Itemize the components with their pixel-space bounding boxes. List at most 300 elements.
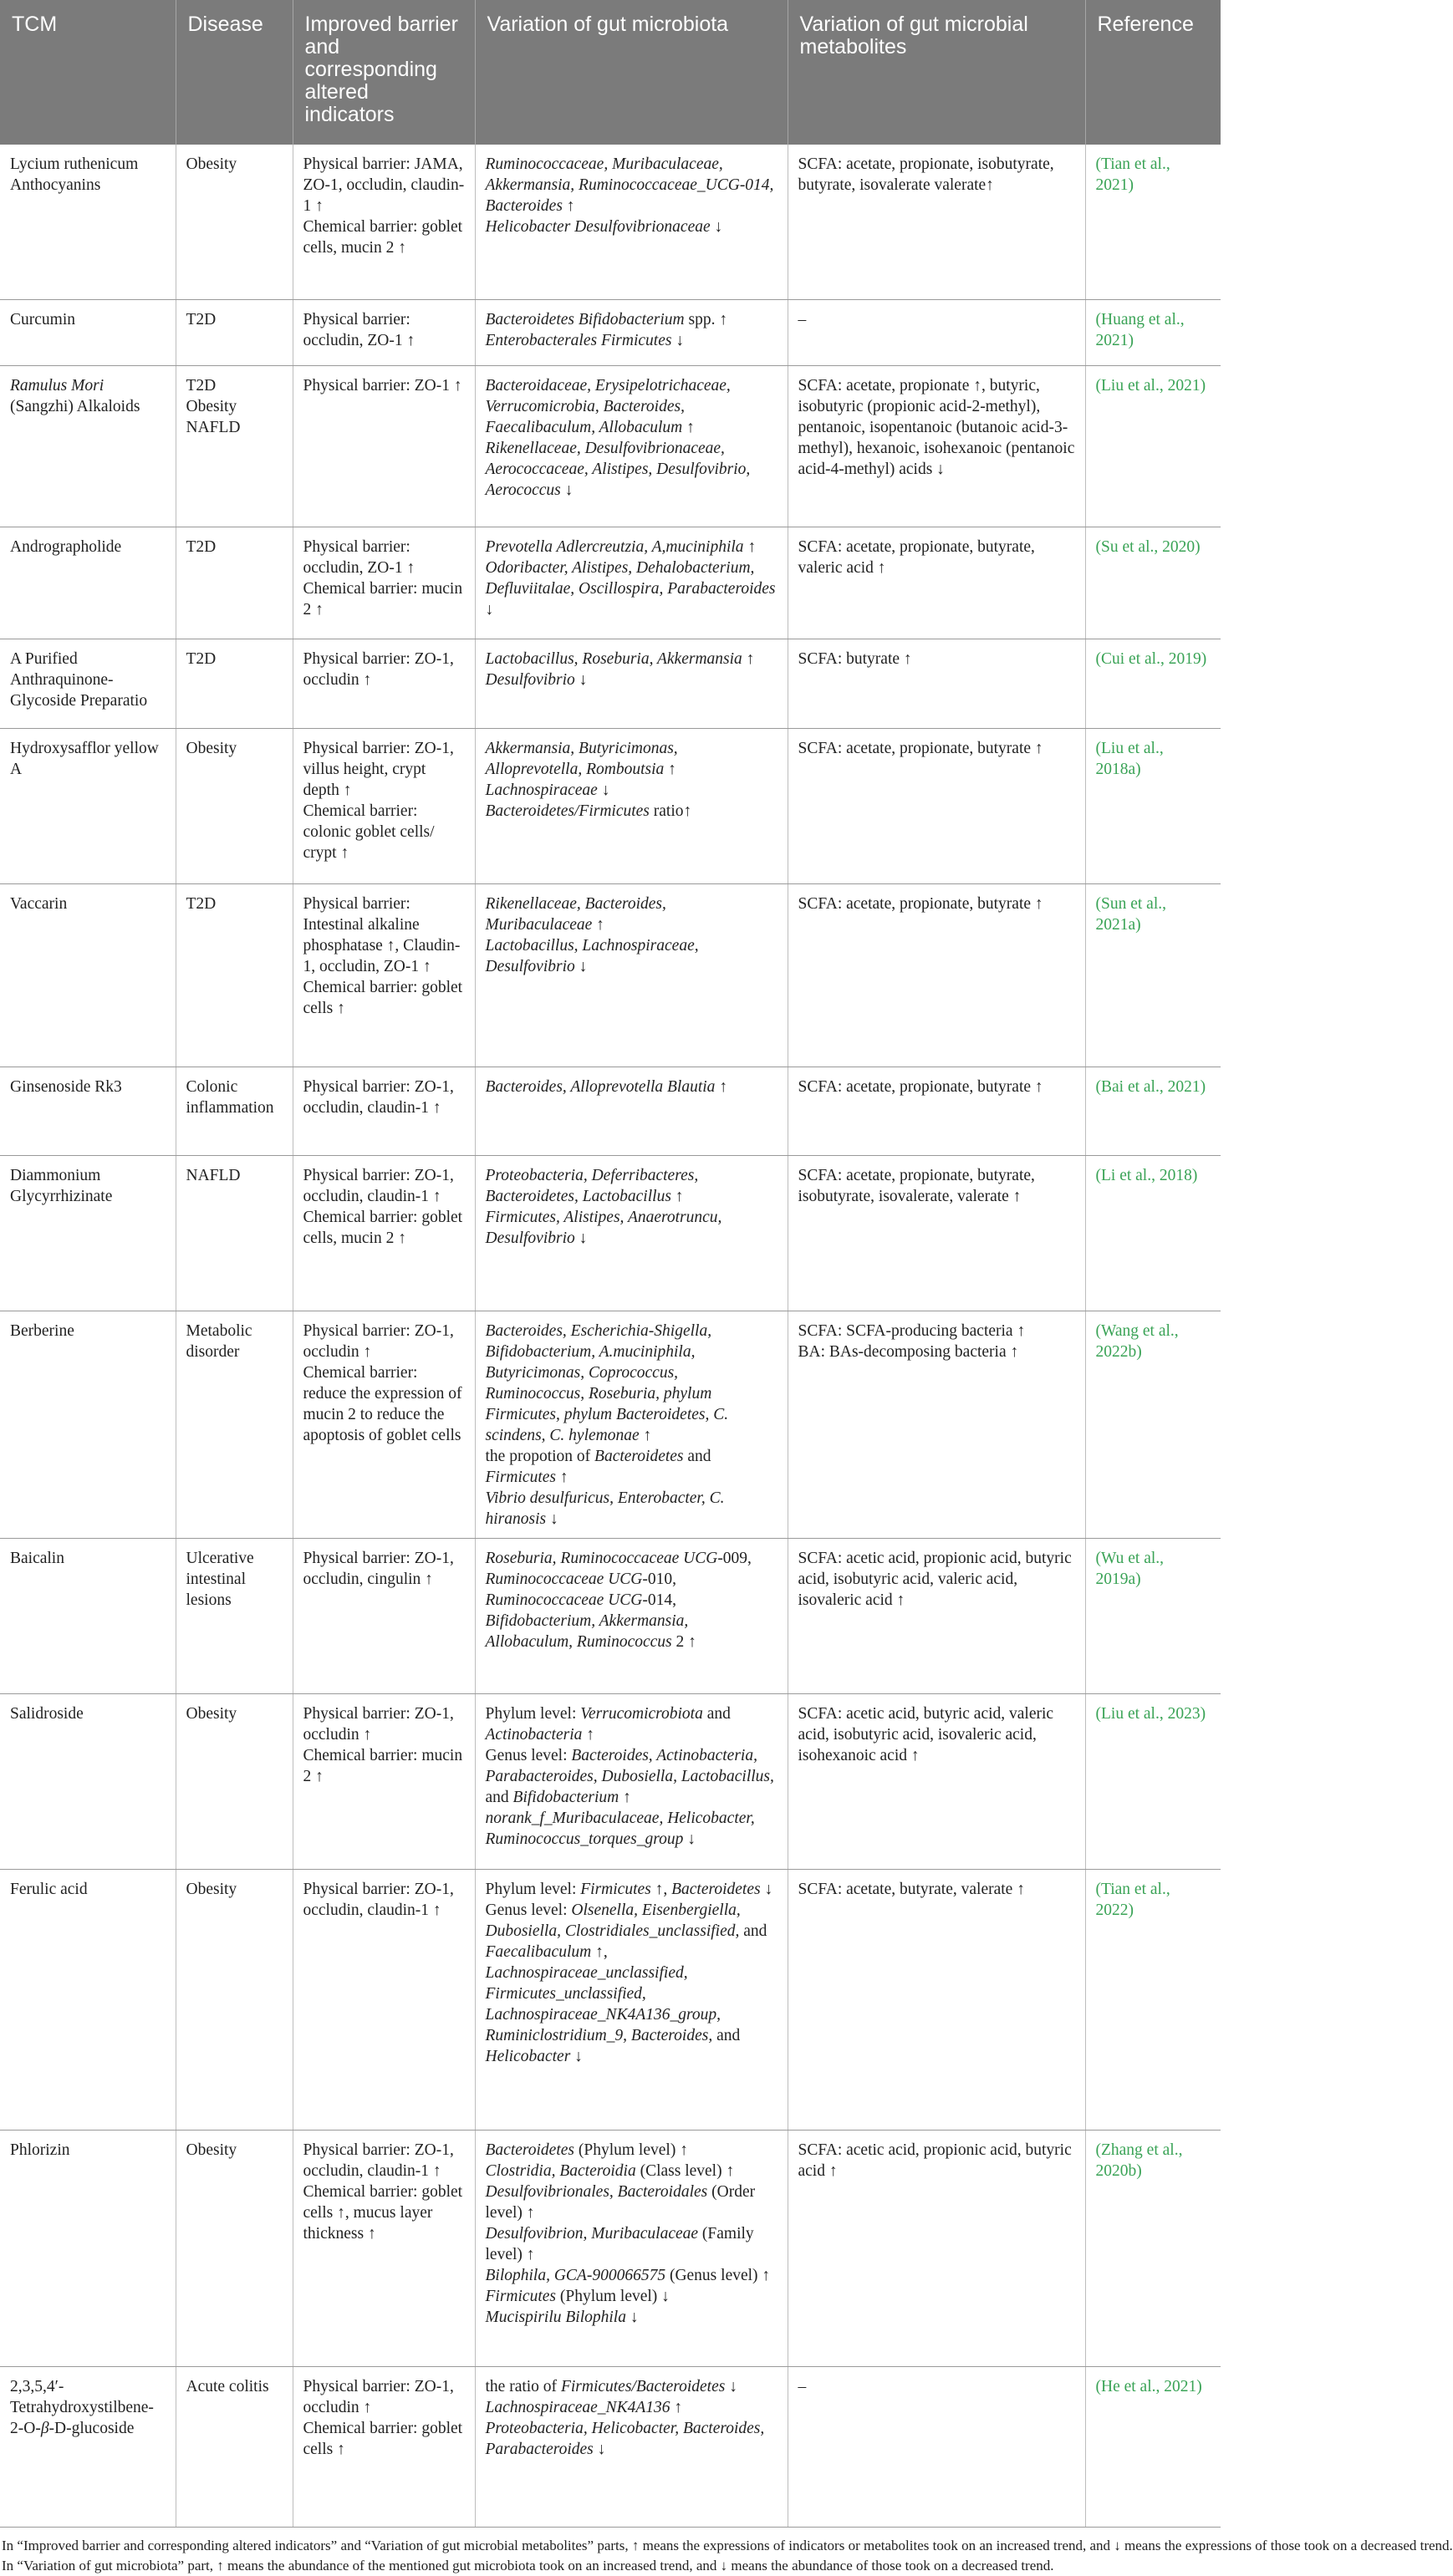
disease-line: Obesity xyxy=(186,1704,237,1723)
table-row xyxy=(0,883,1221,1067)
header-row xyxy=(0,0,1221,145)
reference-link[interactable]: (Wang et al., 2022b) xyxy=(1085,1311,1221,1538)
text-segment: ↑ xyxy=(743,537,757,556)
microbiota-line xyxy=(486,2307,777,2328)
italic-text: Bacteroides, Alloprevotella Blautia xyxy=(485,1077,716,1096)
microbiota-line xyxy=(486,1077,777,1097)
text-segment: ↓ xyxy=(683,1830,696,1848)
text-segment: ↓ xyxy=(574,1229,588,1247)
italic-text: Proteobacteria, Helicobacter, Bacteroides, Parabacteroides xyxy=(485,2419,765,2458)
header-microbiota: Variation of gut microbiota xyxy=(475,0,788,145)
microbiota-line xyxy=(486,216,777,237)
cell-barrier xyxy=(293,365,475,527)
text-segment: 2,3,5,4′-Tetrahydroxystilbene-2-O- xyxy=(10,2377,154,2437)
cell-metabolites xyxy=(788,1869,1085,2130)
text-segment: and xyxy=(739,1922,767,1940)
cell-disease xyxy=(176,1067,293,1155)
microbiota-line xyxy=(486,1548,777,1652)
table-row xyxy=(0,2366,1221,2527)
disease-line: Obesity xyxy=(186,2141,237,2159)
text-segment: Phylum level: xyxy=(485,1880,581,1898)
cell-microbiota xyxy=(475,1155,788,1311)
italic-text: Lachnospiraceae_NK4A136 xyxy=(485,2398,670,2416)
italic-text: Desulfovibrion, Muribaculaceae xyxy=(485,2224,699,2243)
cell-microbiota xyxy=(475,883,788,1067)
cell-microbiota xyxy=(475,1693,788,1869)
microbiota-line xyxy=(486,330,777,351)
header-barrier: Improved barrier and corresponding altered indicators xyxy=(293,0,475,145)
disease-line: Ulcerative intestinal lesions xyxy=(186,1549,254,1609)
cell-barrier xyxy=(293,1693,475,1869)
text-segment: ↓ xyxy=(560,481,574,499)
text-segment: ↑ xyxy=(664,760,676,778)
barrier-line: Chemical barrier: mucin 2 ↑ xyxy=(303,1746,463,1785)
microbiota-line xyxy=(486,1808,777,1850)
microbiota-line xyxy=(486,2376,777,2397)
text-segment: ↓ xyxy=(485,600,494,619)
cell-tcm xyxy=(0,527,176,639)
cell-disease xyxy=(176,1538,293,1693)
italic-text: β xyxy=(40,2419,49,2437)
header-disease: Disease xyxy=(176,0,293,145)
metabolite-line: SCFA: acetate, butyrate, valerate ↑ xyxy=(798,1880,1025,1898)
cell-metabolites xyxy=(788,1155,1085,1311)
microbiota-line xyxy=(486,154,777,216)
italic-text: Ruminococcaceae, Muribaculaceae, Akkermansia, Ruminococcaceae_UCG-014, Bacteroides xyxy=(485,155,774,215)
metabolite-line: SCFA: butyrate ↑ xyxy=(798,649,912,668)
reference-link[interactable]: (Sun et al., 2021a) xyxy=(1085,883,1221,1067)
text-segment: ↑ xyxy=(682,418,695,436)
cell-microbiota xyxy=(475,1311,788,1538)
text-segment: ↓ xyxy=(710,218,723,236)
microbiota-line xyxy=(486,649,777,669)
barrier-line: Physical barrier: ZO-1, occludin, claudin-1 ↑ xyxy=(303,2141,454,2180)
table-row xyxy=(0,145,1221,299)
reference-link[interactable]: (Liu et al., 2021) xyxy=(1085,365,1221,527)
microbiota-line xyxy=(486,1321,777,1446)
table-row xyxy=(0,1693,1221,1869)
text-segment: ↑ xyxy=(619,1788,631,1806)
text-segment: (Phylum level) ↑ xyxy=(574,2141,688,2159)
cell-metabolites xyxy=(788,728,1085,883)
disease-line: Metabolic disorder xyxy=(186,1321,252,1361)
italic-text: Verrucomicrobiota xyxy=(580,1704,703,1723)
cell-metabolites xyxy=(788,1538,1085,1693)
cell-tcm xyxy=(0,883,176,1067)
metabolite-line: – xyxy=(798,2377,807,2395)
cell-tcm xyxy=(0,145,176,299)
metabolite-line: BA: BAs-decomposing bacteria ↑ xyxy=(798,1342,1019,1361)
cell-tcm xyxy=(0,365,176,527)
metabolite-line: SCFA: acetate, propionate ↑, butyric, isobutyric (propionic acid-2-methyl), pentanoic, isopentanoic (butanoic acid-3-methyl), hexanoic, isohexanoic (pentanoic acid-4-methyl) acids ↓ xyxy=(798,376,1075,478)
table-row xyxy=(0,1869,1221,2130)
cell-disease xyxy=(176,2130,293,2366)
reference-link[interactable]: (Liu et al., 2018a) xyxy=(1085,728,1221,883)
disease-line: Acute colitis xyxy=(186,2377,269,2395)
italic-text: Firmicutes xyxy=(485,2287,556,2305)
cell-tcm xyxy=(0,1538,176,1693)
barrier-line: Physical barrier: ZO-1 ↑ xyxy=(303,376,462,395)
text-segment: A Purified Anthraquinone-Glycoside Preparatio xyxy=(10,649,148,710)
microbiota-line xyxy=(486,2223,777,2265)
cell-metabolites xyxy=(788,145,1085,299)
microbiota-line xyxy=(486,738,777,780)
italic-text: Enterobacterales Firmicutes xyxy=(485,331,672,349)
metabolite-line: – xyxy=(798,310,807,328)
disease-line: NAFLD xyxy=(186,1166,241,1184)
metabolite-line: SCFA: acetic acid, propionic acid, butyric acid, isobutyric acid, valeric acid, isovaleric acid ↑ xyxy=(798,1549,1072,1609)
cell-disease xyxy=(176,365,293,527)
cell-metabolites xyxy=(788,1693,1085,1869)
cell-microbiota xyxy=(475,2366,788,2527)
barrier-line: Chemical barrier: goblet cells, mucin 2 ↑ xyxy=(303,218,463,257)
metabolite-line: SCFA: acetic acid, butyric acid, valeric acid, isobutyric acid, isovaleric acid, isohexanoic acid ↑ xyxy=(798,1704,1054,1764)
microbiota-line xyxy=(486,557,777,620)
metabolite-line: SCFA: acetate, propionate, butyrate, valeric acid ↑ xyxy=(798,537,1035,577)
text-segment: the ratio of xyxy=(485,2377,561,2395)
cell-tcm xyxy=(0,299,176,365)
cell-metabolites xyxy=(788,883,1085,1067)
disease-line: T2D xyxy=(186,537,217,556)
text-segment: Andrographolide xyxy=(10,537,122,556)
table-row xyxy=(0,365,1221,527)
text-segment: and xyxy=(712,2026,741,2044)
microbiota-line xyxy=(486,2418,777,2460)
table-row xyxy=(0,527,1221,639)
cell-disease xyxy=(176,883,293,1067)
text-segment: ↓ xyxy=(725,2377,737,2395)
italic-text: Ramulus Mori xyxy=(10,376,105,395)
text-segment: and xyxy=(683,1447,711,1465)
barrier-line: Chemical barrier: reduce the expression of mucin 2 to reduce the apoptosis of goblet cells xyxy=(303,1363,462,1444)
barrier-line: Physical barrier: ZO-1, occludin, claudin-1 ↑ xyxy=(303,1880,454,1919)
italic-text: Bacteroidetes Bifidobacterium xyxy=(485,310,685,328)
text-segment: the propotion of xyxy=(485,1447,595,1465)
cell-microbiota xyxy=(475,145,788,299)
cell-metabolites xyxy=(788,639,1085,728)
reference-link[interactable]: (Li et al., 2018) xyxy=(1085,1155,1221,1311)
barrier-line: Physical barrier: occludin, ZO-1 ↑ xyxy=(303,537,416,577)
italic-text: Ruminococcaceae UCG xyxy=(485,1591,643,1609)
text-segment: -010, xyxy=(642,1570,677,1588)
header-tcm: TCM xyxy=(0,0,176,145)
table-row xyxy=(0,1155,1221,1311)
cell-metabolites xyxy=(788,299,1085,365)
cell-microbiota xyxy=(475,2130,788,2366)
text-segment: Genus level: xyxy=(485,1901,572,1919)
text-segment: ↓ xyxy=(593,2440,606,2458)
table-row xyxy=(0,1538,1221,1693)
disease-line: NAFLD xyxy=(186,418,241,436)
text-segment: ratio↑ xyxy=(649,802,692,820)
cell-barrier xyxy=(293,1067,475,1155)
cell-disease xyxy=(176,527,293,639)
microbiota-line xyxy=(486,1446,777,1488)
cell-tcm xyxy=(0,1311,176,1538)
microbiota-line xyxy=(486,1745,777,1808)
barrier-line: Physical barrier: ZO-1, occludin ↑ xyxy=(303,649,454,689)
footnote: In “Improved barrier and corresponding altered indicators” and “Variation of gut microbial metabolites” parts, ↑ means the expressions of indicators or metabolites took on an increased trend, and ↓ means the expressions of those took on a decreased trend. xyxy=(2,2537,1453,2553)
text-segment: ↑ xyxy=(592,915,604,934)
italic-text: Ruminococcaceae UCG xyxy=(485,1570,643,1588)
reference-link[interactable]: (He et al., 2021) xyxy=(1085,2366,1221,2527)
text-segment: Ginsenoside Rk3 xyxy=(10,1077,122,1096)
table-footnotes xyxy=(0,2528,1453,2576)
italic-text: Bifidobacterium, Akkermansia, Allobaculum, Ruminococcus xyxy=(485,1611,689,1651)
cell-barrier xyxy=(293,1538,475,1693)
barrier-line: Physical barrier: ZO-1, occludin, claudin-1 ↑ xyxy=(303,1077,454,1117)
table-row xyxy=(0,1311,1221,1538)
text-segment: Diammonium Glycyrrhizinate xyxy=(10,1166,113,1205)
disease-line: Obesity xyxy=(186,739,237,757)
table-row xyxy=(0,639,1221,728)
text-segment: (Order level) ↑ xyxy=(485,2182,756,2222)
text-segment: Berberine xyxy=(10,1321,74,1340)
italic-text: Mucispirilu Bilophila xyxy=(485,2308,626,2326)
header-reference: Reference xyxy=(1085,0,1221,145)
text-segment: (Family level) ↑ xyxy=(485,2224,754,2263)
cell-disease xyxy=(176,2366,293,2527)
microbiota-line xyxy=(486,669,777,690)
microbiota-line xyxy=(486,2397,777,2418)
microbiota-line xyxy=(486,801,777,822)
cell-tcm xyxy=(0,2130,176,2366)
cell-tcm xyxy=(0,2366,176,2527)
disease-line: T2D xyxy=(186,894,217,913)
italic-text: Rikenellaceae, Bacteroides, Muribaculaceae xyxy=(485,894,666,934)
italic-text: Bilophila, GCA-900066575 xyxy=(485,2266,666,2284)
cell-disease xyxy=(176,1869,293,2130)
text-segment: ↑ xyxy=(742,649,755,668)
italic-text: norank_f_Muribaculaceae, Helicobacter, Ruminococcus_torques_group xyxy=(485,1809,755,1848)
disease-line: T2D xyxy=(186,376,217,395)
disease-line: T2D xyxy=(186,310,217,328)
text-segment: Salidroside xyxy=(10,1704,84,1723)
microbiota-line xyxy=(486,1879,777,1900)
cell-tcm xyxy=(0,1869,176,2130)
barrier-line: Chemical barrier: mucin 2 ↑ xyxy=(303,579,463,619)
table-row xyxy=(0,2130,1221,2366)
cell-disease xyxy=(176,145,293,299)
cell-microbiota xyxy=(475,527,788,639)
cell-barrier xyxy=(293,145,475,299)
text-segment: and xyxy=(485,1788,513,1806)
reference-link[interactable]: (Tian et al., 2021) xyxy=(1085,145,1221,299)
text-segment: ↓ xyxy=(760,1880,773,1898)
italic-text: Prevotella Adlercreutzia, A,muciniphila xyxy=(485,537,744,556)
text-segment: Curcumin xyxy=(10,310,75,328)
reference-link[interactable]: (Wu et al., 2019a) xyxy=(1085,1538,1221,1693)
reference-link[interactable]: (Huang et al., 2021) xyxy=(1085,299,1221,365)
cell-tcm xyxy=(0,639,176,728)
microbiota-line xyxy=(486,1207,777,1249)
italic-text: Vibrio desulfuricus, Enterobacter, C. hiranosis xyxy=(485,1489,725,1528)
cell-barrier xyxy=(293,299,475,365)
text-segment: ↑, xyxy=(591,1942,608,1961)
italic-text: Helicobacter Desulfovibrionaceae xyxy=(485,218,711,236)
footnote: In “Variation of gut microbiota” part, ↑ means the abundance of the mentioned gut microbiota took on an increased trend, and ↓ means the abundance of those took on a decreased trend. xyxy=(2,2557,1054,2573)
reference-link[interactable]: (Bai et al., 2021) xyxy=(1085,1067,1221,1155)
italic-text: Helicobacter xyxy=(485,2047,571,2065)
metabolite-line: SCFA: acetate, propionate, butyrate ↑ xyxy=(798,894,1043,913)
microbiota-line xyxy=(486,893,777,935)
text-segment: (Genus level) ↑ xyxy=(665,2266,771,2284)
cell-barrier xyxy=(293,2130,475,2366)
cell-metabolites xyxy=(788,1067,1085,1155)
table-header xyxy=(0,0,1221,145)
microbiota-line xyxy=(486,2181,777,2223)
italic-text: Desulfovibrionales, Bacteroidales xyxy=(485,2182,708,2201)
barrier-line: Physical barrier: ZO-1, occludin, claudin-1 ↑ xyxy=(303,1166,454,1205)
reference-link[interactable]: (Cui et al., 2019) xyxy=(1085,639,1221,728)
text-segment: ↓ xyxy=(671,331,685,349)
reference-link[interactable]: (Zhang et al., 2020b) xyxy=(1085,2130,1221,2366)
barrier-line: Chemical barrier: goblet cells ↑, mucus layer thickness ↑ xyxy=(303,2182,463,2243)
text-segment: ↓ xyxy=(574,957,588,975)
barrier-line: Chemical barrier: goblet cells ↑ xyxy=(303,978,463,1017)
barrier-line: Physical barrier: JAMA, ZO-1, occludin, claudin-1 ↑ xyxy=(303,155,465,215)
text-segment: -014, xyxy=(642,1591,677,1609)
barrier-line: Physical barrier: ZO-1, occludin ↑ xyxy=(303,1321,454,1361)
cell-tcm xyxy=(0,1693,176,1869)
italic-text: Odoribacter, Alistipes, Dehalobacterium, Defluviitalae, Oscillospira, Parabacteroides xyxy=(485,558,776,598)
text-segment: ↑ xyxy=(562,197,575,215)
italic-text: Lachnospiraceae_unclassified, Firmicutes_unclassified, Lachnospiraceae_NK4A136_group, Ruminiclostridium_9, Bacteroides, xyxy=(485,1963,721,2044)
cell-barrier xyxy=(293,883,475,1067)
italic-text: Rikenellaceae, Desulfovibrionaceae, Aerococcaceae, Alistipes, Desulfovibrio, Aerococcus xyxy=(485,439,751,499)
disease-line: Obesity xyxy=(186,1880,237,1898)
italic-text: Lachnospiraceae xyxy=(485,781,598,799)
barrier-line: Physical barrier: ZO-1, occludin ↑ xyxy=(303,1704,454,1744)
text-segment: ↓ xyxy=(597,781,610,799)
cell-metabolites xyxy=(788,365,1085,527)
italic-text: Bacteroides, Escherichia-Shigella, Bifidobacterium, A.muciniphila, Butyricimonas, Coprococcus, Ruminococcus, Roseburia, phylum Firmicutes, phylum Bacteroidetes, C. scindens, C. hylemonae xyxy=(485,1321,729,1444)
microbiota-line xyxy=(486,1703,777,1745)
reference-link[interactable]: (Su et al., 2020) xyxy=(1085,527,1221,639)
text-segment: (Phylum level) ↓ xyxy=(555,2287,670,2305)
text-segment: Phlorizin xyxy=(10,2141,70,2159)
barrier-line: Chemical barrier: goblet cells ↑ xyxy=(303,2419,463,2458)
barrier-line: Physical barrier: Intestinal alkaline phosphatase ↑, Claudin-1, occludin, ZO-1 ↑ xyxy=(303,894,461,975)
cell-tcm xyxy=(0,728,176,883)
cell-barrier xyxy=(293,1869,475,2130)
metabolite-line: SCFA: SCFA-producing bacteria ↑ xyxy=(798,1321,1026,1340)
barrier-line: Physical barrier: ZO-1, occludin ↑ xyxy=(303,2377,454,2416)
cell-disease xyxy=(176,728,293,883)
italic-text: Roseburia, Ruminococcaceae UCG xyxy=(485,1549,718,1567)
disease-line: Obesity xyxy=(186,155,237,173)
text-segment: ↓ xyxy=(570,2047,583,2065)
cell-tcm xyxy=(0,1067,176,1155)
text-segment: ↑ xyxy=(639,1426,652,1444)
metabolite-line: SCFA: acetate, propionate, butyrate, isobutyrate, isovalerate, valerate ↑ xyxy=(798,1166,1035,1205)
barrier-line: Chemical barrier: colonic goblet cells/ crypt ↑ xyxy=(303,802,435,862)
italic-text: Firmicutes/Bacteroidetes xyxy=(560,2377,726,2395)
text-segment: Vaccarin xyxy=(10,894,68,913)
metabolite-line: SCFA: acetic acid, propionic acid, butyric acid ↑ xyxy=(798,2141,1072,2180)
microbiota-line xyxy=(486,438,777,501)
microbiota-line xyxy=(486,537,777,557)
cell-barrier xyxy=(293,2366,475,2527)
italic-text: Akkermansia, Butyricimonas, Alloprevotella, Romboutsia xyxy=(485,739,678,778)
reference-link[interactable]: (Liu et al., 2023) xyxy=(1085,1693,1221,1869)
italic-text: Bacteroidaceae, Erysipelotrichaceae, Verrucomicrobia, Bacteroides, Faecalibaculum, Allobaculum xyxy=(485,376,731,436)
text-segment: Genus level: xyxy=(485,1746,572,1764)
text-segment: ↑ xyxy=(555,1468,568,1486)
microbiota-line xyxy=(486,1165,777,1207)
italic-text: Actinobacteria xyxy=(485,1725,583,1744)
cell-tcm xyxy=(0,1155,176,1311)
text-segment: ↓ xyxy=(625,2308,639,2326)
disease-line: Obesity xyxy=(186,397,237,415)
italic-text: Bacteroidetes xyxy=(594,1447,684,1465)
text-segment: ↑, xyxy=(650,1880,672,1898)
cell-barrier xyxy=(293,639,475,728)
cell-disease xyxy=(176,639,293,728)
cell-metabolites xyxy=(788,1311,1085,1538)
text-segment: 2 ↑ xyxy=(671,1632,696,1651)
microbiota-line xyxy=(486,2161,777,2181)
text-segment: ↑ xyxy=(670,2398,683,2416)
italic-text: Firmicutes xyxy=(485,1468,556,1486)
cell-metabolites xyxy=(788,2130,1085,2366)
barrier-line: Physical barrier: occludin, ZO-1 ↑ xyxy=(303,310,416,349)
cell-disease xyxy=(176,299,293,365)
reference-link[interactable]: (Tian et al., 2022) xyxy=(1085,1869,1221,2130)
italic-text: Lactobacillus, Lachnospiraceae, Desulfovibrio xyxy=(485,936,699,975)
italic-text: Proteobacteria, Deferribacteres, Bacteroidetes, Lactobacillus xyxy=(485,1166,699,1205)
text-segment: ↑ xyxy=(582,1725,595,1744)
cell-metabolites xyxy=(788,2366,1085,2527)
metabolite-line: SCFA: acetate, propionate, butyrate ↑ xyxy=(798,739,1043,757)
text-segment: spp. ↑ xyxy=(684,310,728,328)
table-body xyxy=(0,145,1221,2527)
italic-text: Olsenella, Eisenbergiella, Dubosiella, Clostridiales_unclassified, xyxy=(485,1901,741,1940)
italic-text: Lactobacillus, Roseburia, Akkermansia xyxy=(485,649,742,668)
microbiota-line xyxy=(486,2286,777,2307)
barrier-line: Physical barrier: ZO-1, villus height, crypt depth ↑ xyxy=(303,739,454,799)
cell-barrier xyxy=(293,1155,475,1311)
cell-barrier xyxy=(293,1311,475,1538)
cell-microbiota xyxy=(475,365,788,527)
microbiota-line xyxy=(486,1488,777,1530)
text-segment: ↑ xyxy=(670,1187,684,1205)
text-segment: ↑ xyxy=(715,1077,728,1096)
text-segment: (Class level) ↑ xyxy=(635,2161,735,2180)
cell-disease xyxy=(176,1693,293,1869)
cell-barrier xyxy=(293,728,475,883)
text-segment: -D-glucoside xyxy=(48,2419,135,2437)
italic-text: Firmicutes, Alistipes, Anaerotruncu, Desulfovibrio xyxy=(485,1208,722,1247)
italic-text: Clostridia, Bacteroidia xyxy=(485,2161,636,2180)
microbiota-line xyxy=(486,375,777,438)
cell-metabolites xyxy=(788,527,1085,639)
text-segment: Phylum level: xyxy=(485,1704,581,1723)
microbiota-line xyxy=(486,309,777,330)
barrier-line: Physical barrier: ZO-1, occludin, cingulin ↑ xyxy=(303,1549,454,1588)
cell-disease xyxy=(176,1311,293,1538)
text-segment: Ferulic acid xyxy=(10,1880,88,1898)
text-segment: Lycium ruthenicum Anthocyanins xyxy=(10,155,139,194)
text-segment: ↓ xyxy=(546,1509,558,1528)
text-segment: and xyxy=(702,1704,731,1723)
table-row xyxy=(0,728,1221,883)
text-segment: Baicalin xyxy=(10,1549,64,1567)
cell-disease xyxy=(176,1155,293,1311)
disease-line: Colonic inflammation xyxy=(186,1077,274,1117)
italic-text: Bacteroidetes xyxy=(485,2141,574,2159)
header-metabolites: Variation of gut microbial metabolites xyxy=(788,0,1085,145)
